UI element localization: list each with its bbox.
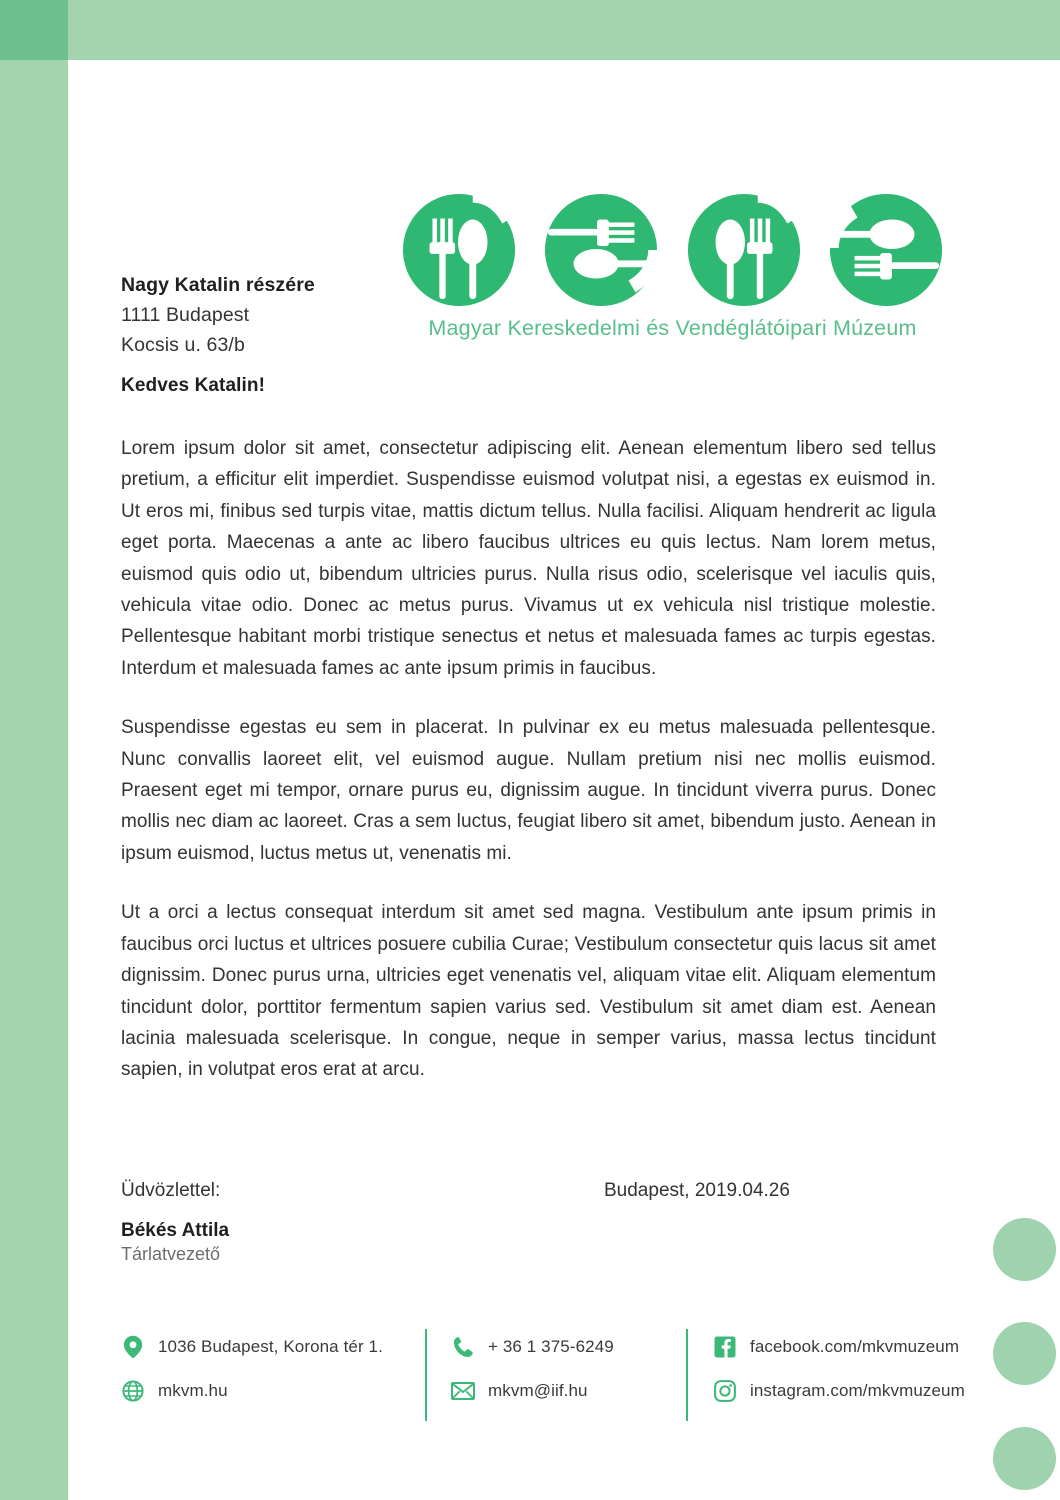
spoon-fork-circle-icon [685,191,803,309]
footer-website-item[interactable] [121,1369,411,1413]
footer-phone-text: + 36 1 375-6249 [488,1337,614,1356]
top-green-band [0,0,1060,60]
phone-icon [451,1335,475,1359]
footer-divider [425,1329,427,1421]
spoon-over-fork-circle-icon [827,191,945,309]
addressee-block [121,270,315,360]
letter-body [121,375,936,1086]
body-paragraph: Lorem ipsum dolor sit amet, consectetur adipiscing elit. Aenean elementum libero sed tellus pretium, a efficitur elit imperdiet. Suspendisse euismod volutpat nisi, a egestas ex euismod in. Ut eros mi, finibus sed turpis vitae, mattis dictum tellus. Nulla facilisi. Aliquam hendrerit ac ligula eget porta. Maecenas a ante ac libero faucibus ultrices eu quis lectus. Nam lorem metus, euismod quis odio ut, bibendum ultricies purus. Nulla risus odio, scelerisque vel iaculis quis, vehicula vitae odio. Donec ac metus purus. Vivamus ut ex vehicula nisl tristique molestie. Pellentesque habitant morbi tristique senectus et netus et malesuada fames ac turpis egestas. Interdum et malesuada fames ac ante ipsum primis in faucibus. [121,438,936,679]
letter-header [68,120,1060,380]
letter-footer [121,1325,1001,1435]
footer-instagram-text: instagram.com/mkvmuzeum [750,1381,965,1400]
fork-over-spoon-circle-icon [542,191,660,309]
logo-wordmark: Magyar Kereskedelmi és Vendéglátóipari Múzeum [428,316,917,340]
footer-phone-item[interactable] [451,1325,686,1369]
addressee-name: Nagy Katalin részére [121,274,315,296]
footer-instagram-item[interactable] [713,1369,1003,1413]
signature-block [121,1180,936,1265]
footer-divider [686,1329,688,1421]
globe-icon [121,1379,145,1403]
left-green-band [0,0,68,1500]
signer-role: Tárlatvezető [121,1244,221,1264]
signer-name: Békés Attila [121,1220,230,1241]
envelope-icon [451,1379,475,1403]
footer-facebook-item[interactable] [713,1325,1003,1369]
footer-email-text: mkvm@iif.hu [488,1381,588,1400]
footer-website-text: mkvm.hu [158,1381,228,1400]
footer-column-social [713,1325,1003,1413]
footer-address-item [121,1325,411,1369]
footer-email-item[interactable] [451,1369,686,1413]
location-pin-icon [121,1335,145,1359]
closing-greeting: Üdvözlettel: [121,1180,221,1201]
museum-logo [400,190,945,341]
footer-column-address [121,1325,411,1413]
logo-marks-row [400,190,945,310]
footer-address-text: 1036 Budapest, Korona tér 1. [158,1337,383,1356]
corner-green-square [0,0,68,60]
footer-column-contact [451,1325,686,1413]
place-and-date: Budapest, 2019.04.26 [604,1180,790,1201]
signature-top-row [121,1180,936,1212]
facebook-icon [713,1335,737,1359]
addressee-street: Kocsis u. 63/b [121,334,245,356]
salutation: Kedves Katalin! [121,375,266,396]
page-content [68,60,1060,1500]
addressee-city: 1111 Budapest [121,304,250,326]
body-paragraph: Suspendisse egestas eu sem in placerat. In pulvinar ex eu metus malesuada pellentesque. Nunc convallis laoreet elit, vel euismod augue. Nullam pretium nisi nec mollis euismod. Praesent eget mi tempor, ornare purus eu, dignissim augue. In tincidunt viverra purus. Donec mollis nec diam ac laoreet. Cras a sem luctus, feugiat libero sit amet, bibendum justo. Aenean in ipsum euismod, luctus metus ut, venenatis mi. [121,717,936,864]
body-paragraph: Ut a orci a lectus consequat interdum sit amet sed magna. Vestibulum ante ipsum primis in faucibus orci luctus et ultrices posuere cubilia Curae; Vestibulum consectetur quis lacus sit amet dignissim. Donec purus urna, ultricies eget venenatis vel, aliquam vitae elit. Aliquam elementum tincidunt dolor, porttitor fermentum sapien varius sed. Vestibulum sit amet diam est. Aenean lacinia malesuada scelerisque. In congue, neque in semper varius, massa lectus tincidunt sapien, in volutpat eros erat at arcu. [121,902,936,1081]
footer-facebook-text: facebook.com/mkvmuzeum [750,1337,960,1356]
instagram-icon [713,1379,737,1403]
fork-spoon-circle-icon [400,191,518,309]
